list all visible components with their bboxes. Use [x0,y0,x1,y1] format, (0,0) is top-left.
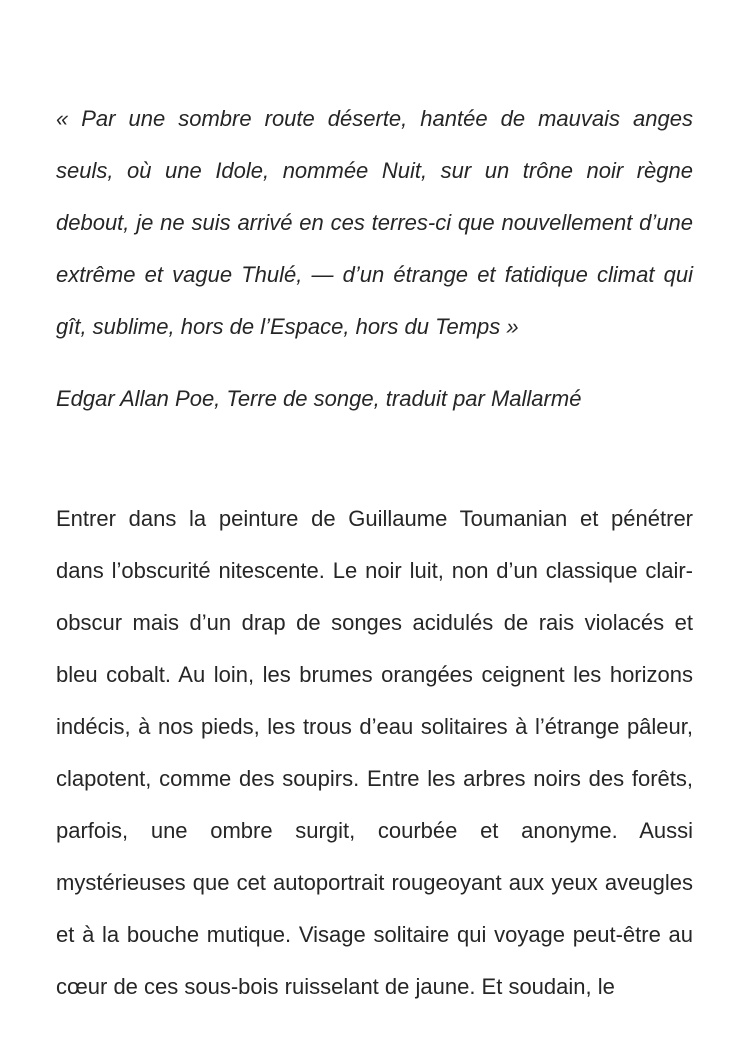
epigraph-attribution: Edgar Allan Poe, Terre de songe, traduit par Mallarmé [56,386,582,411]
body-paragraph: Entrer dans la peinture de Guillaume Toumanian et pénétrer dans l’obscurité nitescente. Le noir luit, non d’un classique clair-obscur mais d’un drap de songes acidulés de rais violacés et bleu cobalt. Au loin, les brumes orangées ceignent les horizons indécis, à nos pieds, les trous d’eau solitaires à l’étrange pâleur, clapotent, comme des soupirs. Entre les arbres noirs des forêts, parfois, une ombre surgit, courbée et anonyme. Aussi mystérieuses que cet autoportrait rougeoyant aux yeux aveugles et à la bouche mutique. Visage solitaire qui voyage peut-être au cœur de ces sous-bois ruisselant de jaune. Et soudain, le [56,506,693,999]
epigraph-quote: « Par une sombre route déserte, hantée de mauvais anges seuls, où une Idole, nommée Nuit, sur un trône noir règne debout, je ne suis arrivé en ces terres-ci que nouvellement d’une extrême et vague Thulé, — d’un étrange et fatidique climat qui gît, sublime, hors de l’Espace, hors du Temps » [56,106,693,339]
